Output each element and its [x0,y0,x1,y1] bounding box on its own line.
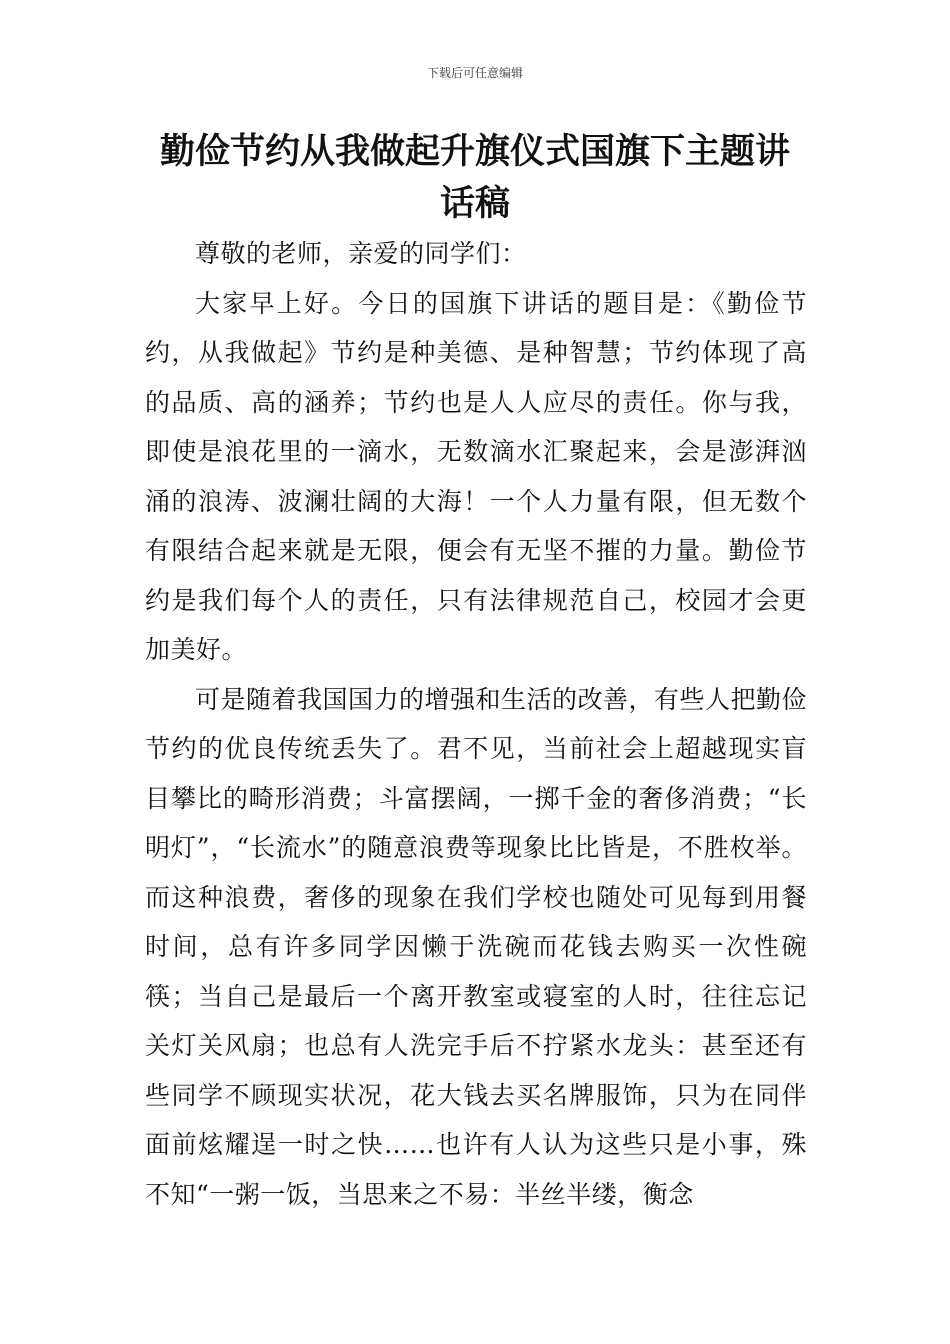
page-header-note: 下载后可任意编辑 [426,66,523,80]
document-body [145,229,807,1219]
paragraph-2: 可是随着我国国力的增强和生活的改善，有些人把勤俭节约的优良传统丢失了。君不见，当前社会上超越现实盲目攀比的畸形消费；斗富摆阔，一掷千金的奢侈消费；“长明灯”，“长流水”的随意浪费等现象比比皆是，不胜枚举。而这种浪费，奢侈的现象在我们学校也随处可见每到用餐时间，总有许多同学因懒于洗碗而花钱去购买一次性碗筷；当自己是最后一个离开教室或寝室的人时，往往忘记关灯关风扇；也总有人洗完手后不拧紧水龙头：甚至还有些同学不顾现实状况，花大钱去买名牌服饰，只为在同伴面前炫耀逞一时之快……也许有人认为这些只是小事，殊不知“一粥一饭，当思来之不易：半丝半缕，衡念 [145,684,808,1209]
greeting: 尊敬的老师，亲爱的同学们： [195,239,527,268]
document-title-line-2: 话稿 [439,184,510,224]
document-title [100,126,850,230]
document-title-line-1: 勤俭节约从我做起升旗仪式国旗下主题讲 [159,132,790,172]
paragraph-1: 大家早上好。今日的国旗下讲话的题目是：《勤俭节约，从我做起》节约是种美德、是种智慧；节约体现了高的品质、高的涵养；节约也是人人应尽的责任。你与我，即使是浪花里的一滴水，无数滴水汇聚起来，会是澎湃汹涌的浪涛、波澜壮阔的大海！一个人力量有限，但无数个有限结合起来就是无限，便会有无坚不摧的力量。勤俭节约是我们每个人的责任，只有法律规范自己，校园才会更加美好。 [145,288,807,664]
